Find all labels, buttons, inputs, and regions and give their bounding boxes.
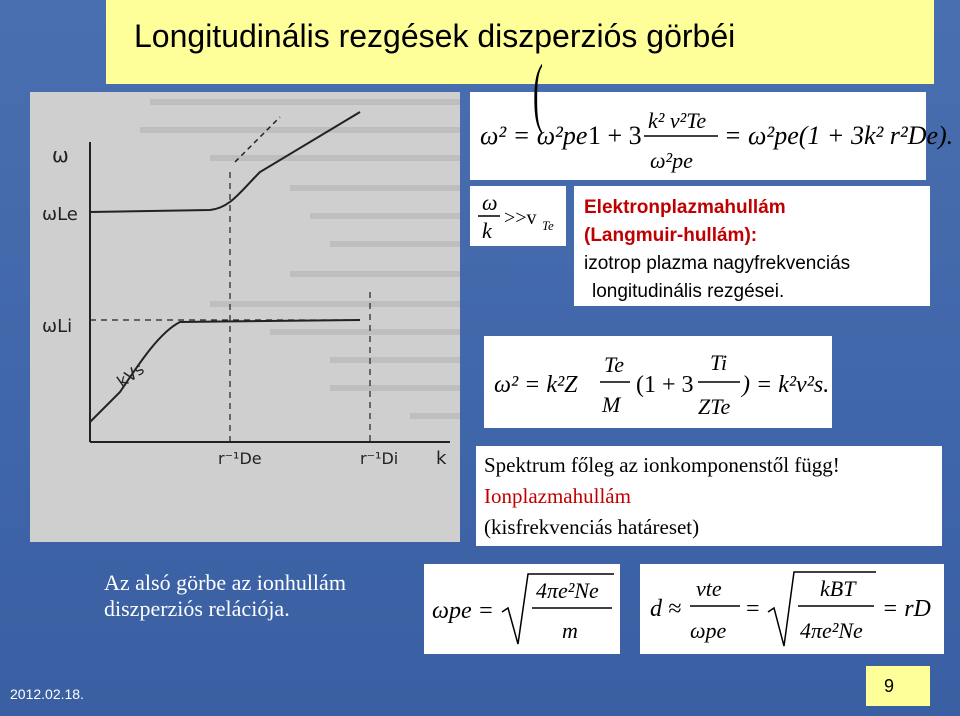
svg-text:m: m (562, 618, 578, 643)
svg-text:ωpe =: ωpe = (432, 598, 494, 624)
svg-text:1 + 3: 1 + 3 (588, 121, 642, 150)
scanned-dispersion-graph (30, 92, 460, 542)
svg-text:kBT: kBT (820, 576, 856, 601)
formula-debye-svg (640, 564, 944, 654)
electron-wave-box (574, 186, 930, 306)
caption-line-1: Az alsó görbe az ionhullám (104, 570, 346, 595)
dispersion-graph-svg (30, 92, 460, 542)
svg-text:ω² = k²Z: ω² = k²Z (494, 372, 578, 398)
caption-block (104, 570, 404, 622)
graph-omega-li-label: ωLi (42, 316, 73, 337)
electron-wave-subtitle: (Langmuir-hullám): (584, 225, 758, 246)
electron-wave-title: Elektronplazmahullám (584, 197, 786, 218)
graph-omega-label: ω (52, 143, 69, 167)
svg-text:=: = (746, 596, 760, 622)
svg-text:= rD: = rD (882, 596, 931, 622)
page-number: 9 (884, 676, 895, 696)
svg-text:= ω²pe(1 + 3k² r²De).: = ω²pe(1 + 3k² r²De). (724, 121, 954, 150)
graph-omega-le-label: ωLe (42, 204, 78, 225)
ion-wave-desc: Spektrum főleg az ionkomponenstől függ! (484, 453, 840, 477)
ion-wave-box (476, 446, 942, 546)
caption-line-2: diszperziós relációja. (104, 596, 290, 621)
formula-debye-box (640, 564, 944, 654)
ion-wave-subtitle: (kisfrekvenciás határeset) (484, 515, 700, 539)
svg-text:Te: Te (604, 352, 624, 377)
page-number-box (866, 666, 930, 706)
svg-text:) = k²v²s.: ) = k²v²s. (742, 372, 830, 398)
svg-text:(1 + 3: (1 + 3 (636, 372, 694, 398)
formula-electron-svg (470, 48, 954, 180)
slide-date: 2012.02.18. (10, 686, 84, 702)
svg-text:ZTe: ZTe (698, 394, 731, 419)
formula-wpe-svg (424, 564, 620, 654)
svg-text:4πe²Ne: 4πe²Ne (800, 618, 863, 643)
electron-wave-desc-1: izotrop plazma nagyfrekvenciás (584, 253, 851, 274)
svg-text:4πe²Ne: 4πe²Ne (536, 578, 599, 603)
condition-box (470, 186, 566, 246)
formula-electron-box (470, 48, 954, 180)
svg-text:Ti: Ti (710, 350, 728, 375)
svg-text:ω²pe: ω²pe (650, 148, 693, 173)
svg-text:(: ( (533, 48, 543, 136)
svg-text:ωpe: ωpe (690, 618, 727, 643)
graph-k-label: k (436, 448, 447, 469)
svg-text:ω² = ω²pe: ω² = ω²pe (480, 121, 588, 150)
condition-svg (470, 186, 566, 246)
graph-rdi-label: r⁻¹Di (360, 449, 399, 468)
svg-text:ω: ω (482, 190, 498, 215)
svg-text:νte: νte (696, 576, 722, 601)
svg-text:Te: Te (542, 218, 554, 233)
svg-text:k: k (482, 218, 492, 243)
svg-text:k² v²Te: k² v²Te (648, 108, 707, 133)
formula-wpe-box (424, 564, 620, 654)
slide-title: Longitudinális rezgések diszperziós görbéi (134, 18, 736, 54)
svg-text:d ≈: d ≈ (650, 596, 682, 622)
graph-rde-label: r⁻¹De (218, 449, 262, 468)
formula-ion-box (484, 336, 832, 428)
formula-ion-svg (484, 336, 832, 428)
graph-kvs-label: kVs (113, 359, 148, 392)
svg-text:>>v: >>v (504, 207, 537, 229)
electron-wave-desc-2: longitudinális rezgései. (592, 281, 785, 302)
ion-wave-title: Ionplazmahullám (484, 484, 631, 508)
svg-text:M: M (602, 392, 621, 417)
